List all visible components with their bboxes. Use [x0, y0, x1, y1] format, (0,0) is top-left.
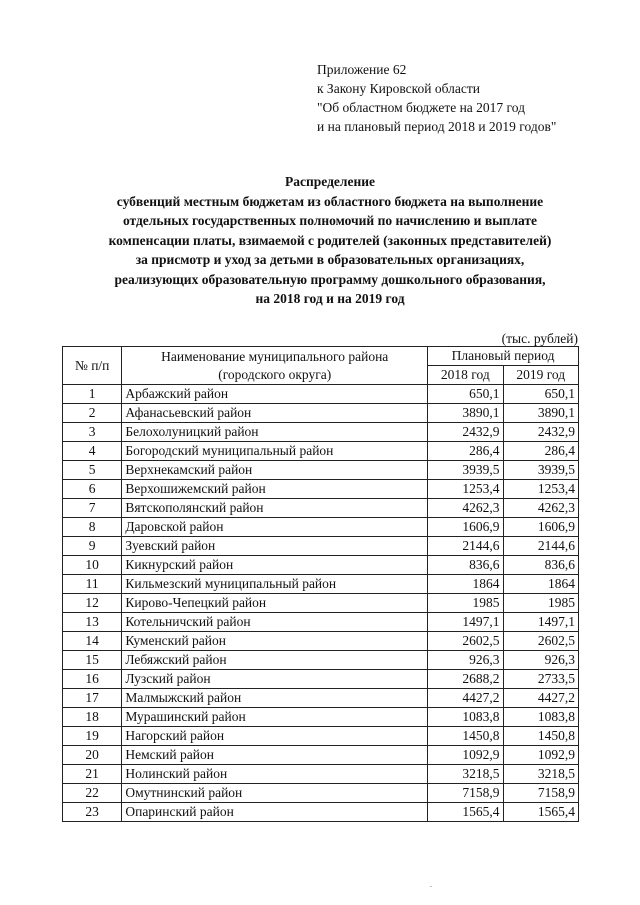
- row-number: 10: [63, 556, 122, 575]
- table-row: [63, 784, 579, 803]
- table-row: [63, 556, 579, 575]
- row-value-2018: 4262,3: [428, 499, 503, 518]
- appendix-law-title-cont: и на плановый период 2018 и 2019 годов": [317, 119, 557, 134]
- row-value-2019: 2144,6: [503, 537, 578, 556]
- table-row: [63, 404, 579, 423]
- table-row: [63, 708, 579, 727]
- row-number: 7: [63, 499, 122, 518]
- row-value-2019: 2733,5: [503, 670, 578, 689]
- row-value-2018: 1606,9: [428, 518, 503, 537]
- table-row: [63, 537, 579, 556]
- row-value-2019: 7158,9: [503, 784, 578, 803]
- row-number: 11: [63, 575, 122, 594]
- row-value-2018: 1565,4: [428, 803, 503, 822]
- row-value-2018: 1092,9: [428, 746, 503, 765]
- row-district-name: Кикнурский район: [122, 556, 428, 575]
- row-number: 3: [63, 423, 122, 442]
- table-row: [63, 423, 579, 442]
- row-value-2018: 4427,2: [428, 689, 503, 708]
- row-value-2019: 1985: [503, 594, 578, 613]
- table-row: [63, 632, 579, 651]
- row-value-2019: 926,3: [503, 651, 578, 670]
- row-district-name: Опаринский район: [122, 803, 428, 822]
- row-district-name: Верхошижемский район: [122, 480, 428, 499]
- row-number: 21: [63, 765, 122, 784]
- row-district-name: Нолинский район: [122, 765, 428, 784]
- row-number: 4: [63, 442, 122, 461]
- row-value-2018: 1083,8: [428, 708, 503, 727]
- row-value-2018: 2688,2: [428, 670, 503, 689]
- appendix-number: Приложение 62: [317, 62, 407, 77]
- row-value-2019: 1092,9: [503, 746, 578, 765]
- header-2019: 2019 год: [503, 366, 578, 385]
- header-name: [122, 347, 428, 385]
- row-number: 18: [63, 708, 122, 727]
- row-number: 5: [63, 461, 122, 480]
- row-value-2018: 1864: [428, 575, 503, 594]
- appendix-law: к Закону Кировской области: [317, 81, 481, 96]
- row-district-name: Куменский район: [122, 632, 428, 651]
- header-period: Плановый период: [428, 347, 579, 366]
- table-row: [63, 613, 579, 632]
- table-row: [63, 575, 579, 594]
- row-value-2018: 1497,1: [428, 613, 503, 632]
- row-value-2019: 2602,5: [503, 632, 578, 651]
- row-value-2019: 1864: [503, 575, 578, 594]
- row-district-name: Кирово-Чепецкий район: [122, 594, 428, 613]
- row-value-2018: 7158,9: [428, 784, 503, 803]
- row-district-name: Мурашинский район: [122, 708, 428, 727]
- appendix-reference: [317, 60, 556, 136]
- row-value-2018: 836,6: [428, 556, 503, 575]
- row-value-2019: 1083,8: [503, 708, 578, 727]
- row-value-2019: 2432,9: [503, 423, 578, 442]
- table-row: [63, 594, 579, 613]
- table-row: [63, 499, 579, 518]
- row-value-2018: 1450,8: [428, 727, 503, 746]
- row-value-2018: 3218,5: [428, 765, 503, 784]
- row-number: 23: [63, 803, 122, 822]
- row-district-name: Малмыжский район: [122, 689, 428, 708]
- row-value-2019: 1497,1: [503, 613, 578, 632]
- row-district-name: Лебяжский район: [122, 651, 428, 670]
- table-row: [63, 461, 579, 480]
- header-name-line1: Наименование муниципального района: [161, 348, 389, 364]
- row-number: 19: [63, 727, 122, 746]
- row-value-2019: 836,6: [503, 556, 578, 575]
- table-row: [63, 385, 579, 404]
- row-number: 9: [63, 537, 122, 556]
- table-row: [63, 689, 579, 708]
- row-district-name: Вятскополянский район: [122, 499, 428, 518]
- row-number: 20: [63, 746, 122, 765]
- header-2018: 2018 год: [428, 366, 503, 385]
- row-value-2018: 3939,5: [428, 461, 503, 480]
- table-row: [63, 480, 579, 499]
- row-district-name: Афанасьевский район: [122, 404, 428, 423]
- title-line-3: отдельных государственных полномочий по начислению и выплате: [122, 213, 538, 228]
- title-line-1: Распределение: [284, 174, 376, 189]
- row-value-2019: 286,4: [503, 442, 578, 461]
- row-value-2018: 926,3: [428, 651, 503, 670]
- row-value-2019: 1450,8: [503, 727, 578, 746]
- row-number: 2: [63, 404, 122, 423]
- row-district-name: Омутнинский район: [122, 784, 428, 803]
- scan-mark: [430, 886, 432, 887]
- header-num: № п/п: [63, 347, 122, 385]
- row-value-2018: 1985: [428, 594, 503, 613]
- units-label: (тыс. рублей): [501, 331, 578, 346]
- table-row: [63, 765, 579, 784]
- row-district-name: Даровской район: [122, 518, 428, 537]
- appendix-law-title: "Об областном бюджете на 2017 год: [317, 100, 525, 115]
- title-line-6: реализующих образовательную программу дошкольного образования,: [114, 271, 546, 287]
- title-line-7: на 2018 год и на 2019 год: [255, 291, 405, 306]
- row-value-2019: 4262,3: [503, 499, 578, 518]
- row-number: 14: [63, 632, 122, 651]
- row-number: 22: [63, 784, 122, 803]
- distribution-table: [62, 346, 579, 822]
- table-row: [63, 670, 579, 689]
- row-district-name: Нагорский район: [122, 727, 428, 746]
- row-number: 1: [63, 385, 122, 404]
- table-row: [63, 442, 579, 461]
- row-district-name: Кильмезский муниципальный район: [122, 575, 428, 594]
- row-value-2019: 1606,9: [503, 518, 578, 537]
- row-value-2018: 286,4: [428, 442, 503, 461]
- row-value-2019: 3939,5: [503, 461, 578, 480]
- row-value-2019: 4427,2: [503, 689, 578, 708]
- row-district-name: Арбажский район: [122, 385, 428, 404]
- row-district-name: Белохолуницкий район: [122, 423, 428, 442]
- row-number: 17: [63, 689, 122, 708]
- row-number: 8: [63, 518, 122, 537]
- row-number: 15: [63, 651, 122, 670]
- row-district-name: Богородский муниципальный район: [122, 442, 428, 461]
- table-row: [63, 803, 579, 822]
- row-value-2018: 3890,1: [428, 404, 503, 423]
- row-district-name: Зуевский район: [122, 537, 428, 556]
- row-value-2018: 1253,4: [428, 480, 503, 499]
- row-value-2018: 2144,6: [428, 537, 503, 556]
- row-value-2018: 2432,9: [428, 423, 503, 442]
- row-value-2019: 3218,5: [503, 765, 578, 784]
- row-value-2019: 650,1: [503, 385, 578, 404]
- row-district-name: Лузский район: [122, 670, 428, 689]
- document-title: [40, 172, 620, 309]
- table-row: [63, 746, 579, 765]
- table-row: [63, 651, 579, 670]
- row-value-2018: 2602,5: [428, 632, 503, 651]
- row-value-2019: 1565,4: [503, 803, 578, 822]
- row-number: 13: [63, 613, 122, 632]
- title-line-4: компенсации платы, взимаемой с родителей (законных представителей): [108, 232, 552, 248]
- row-value-2019: 1253,4: [503, 480, 578, 499]
- table-row: [63, 727, 579, 746]
- row-number: 16: [63, 670, 122, 689]
- title-line-2: субвенций местным бюджетам из областного бюджета на выполнение: [116, 193, 544, 209]
- row-district-name: Немский район: [122, 746, 428, 765]
- row-number: 12: [63, 594, 122, 613]
- row-value-2019: 3890,1: [503, 404, 578, 423]
- row-district-name: Котельничский район: [122, 613, 428, 632]
- table-row: [63, 518, 579, 537]
- header-name-line2: (городского округа): [218, 366, 332, 382]
- title-line-5: за присмотр и уход за детьми в образовательных организациях,: [135, 252, 525, 267]
- row-district-name: Верхнекамский район: [122, 461, 428, 480]
- row-number: 6: [63, 480, 122, 499]
- row-value-2018: 650,1: [428, 385, 503, 404]
